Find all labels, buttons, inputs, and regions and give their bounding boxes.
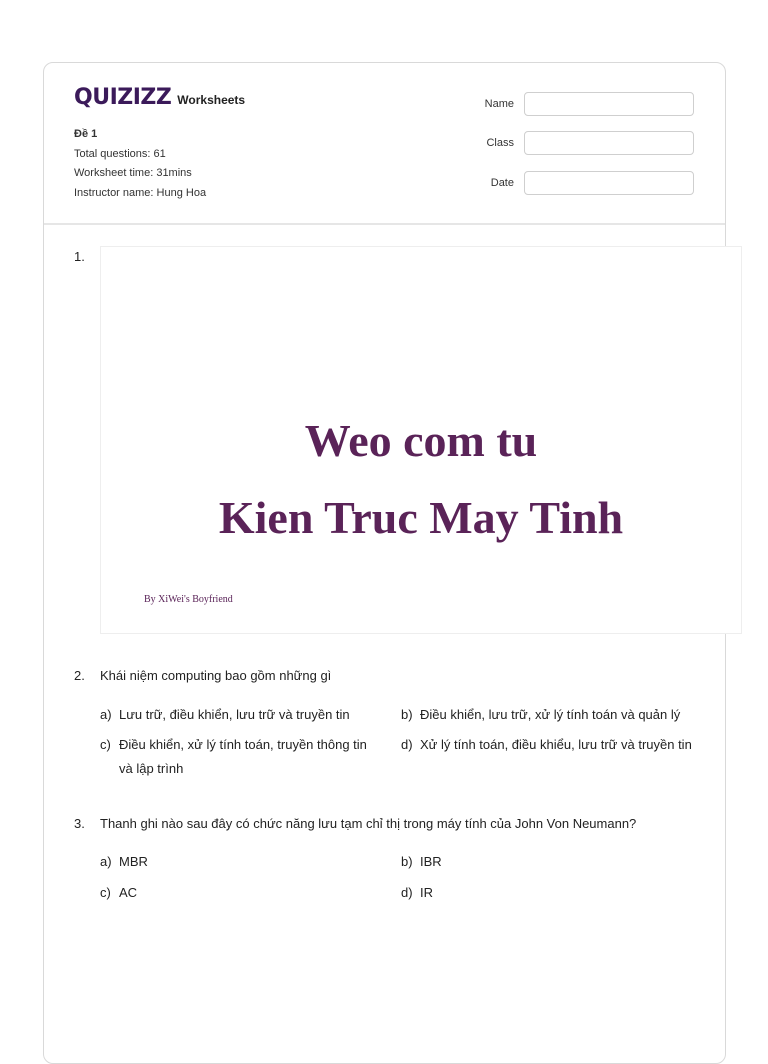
question-3-option-c <box>100 881 370 905</box>
question-3-text: Thanh ghi nào sau đây có chức năng lưu tạm chỉ thị trong máy tính của John Von Neumann? <box>100 816 637 831</box>
question-3-option-a <box>100 850 370 874</box>
question-3-option-d <box>401 881 701 905</box>
option-letter: b) <box>401 854 413 869</box>
logo-subtitle: Worksheets <box>177 93 246 107</box>
option-text: Xử lý tính toán, điều khiểu, lưu trữ và truyền tin <box>420 737 692 752</box>
option-text: Điều khiển, xử lý tính toán, truyền thông tin và lập trình <box>119 737 367 776</box>
worksheet-header <box>44 63 725 225</box>
question-3-number: 3. <box>74 816 85 831</box>
slide-credit: By XiWei's Boyfriend <box>144 594 233 605</box>
name-field[interactable] <box>524 92 694 116</box>
question-2-text: Khái niệm computing bao gồm những gì <box>100 668 332 683</box>
date-field[interactable] <box>524 171 694 195</box>
question-2-option-c <box>100 733 385 781</box>
option-letter: d) <box>401 737 413 752</box>
date-field-row <box>464 171 694 195</box>
logo-wordmark: QUIZIZZ <box>74 85 172 110</box>
option-letter: b) <box>401 707 413 722</box>
total-questions: Total questions: 61 <box>74 147 166 160</box>
question-2-option-b <box>401 703 701 727</box>
option-letter: c) <box>100 737 111 752</box>
option-text: MBR <box>119 854 148 869</box>
option-letter: d) <box>401 885 413 900</box>
quizizz-logo <box>74 85 245 111</box>
worksheet-card <box>43 62 726 1064</box>
question-2-option-d <box>401 733 701 757</box>
question-1-image <box>100 246 742 634</box>
set-title: Đề 1 <box>74 128 98 140</box>
instructor-name: Instructor name: Hung Hoa <box>74 186 207 199</box>
class-label: Class <box>486 137 514 149</box>
option-text: Lưu trữ, điều khiển, lưu trữ và truyền tin <box>119 707 350 722</box>
question-2-option-a <box>100 703 370 727</box>
option-letter: a) <box>100 707 112 722</box>
slide-title-line1: Weo com tu <box>304 415 538 466</box>
option-text: AC <box>119 885 138 900</box>
name-field-row <box>464 92 694 116</box>
option-text: Điều khiển, lưu trữ, xử lý tính toán và quản lý <box>420 707 681 722</box>
option-text: IBR <box>420 854 442 869</box>
slide-title-line2: Kien Truc May Tinh <box>218 492 624 543</box>
worksheet-time: Worksheet time: 31mins <box>74 167 192 179</box>
question-2-number: 2. <box>74 668 85 683</box>
question-1-number: 1. <box>74 249 85 264</box>
date-label: Date <box>490 177 514 189</box>
option-letter: c) <box>100 885 111 900</box>
worksheet-info <box>74 125 206 203</box>
class-field-row <box>464 131 694 155</box>
name-label: Name <box>484 98 514 110</box>
question-3-option-b <box>401 850 701 874</box>
option-text: IR <box>420 885 433 900</box>
class-field[interactable] <box>524 131 694 155</box>
option-letter: a) <box>100 854 112 869</box>
